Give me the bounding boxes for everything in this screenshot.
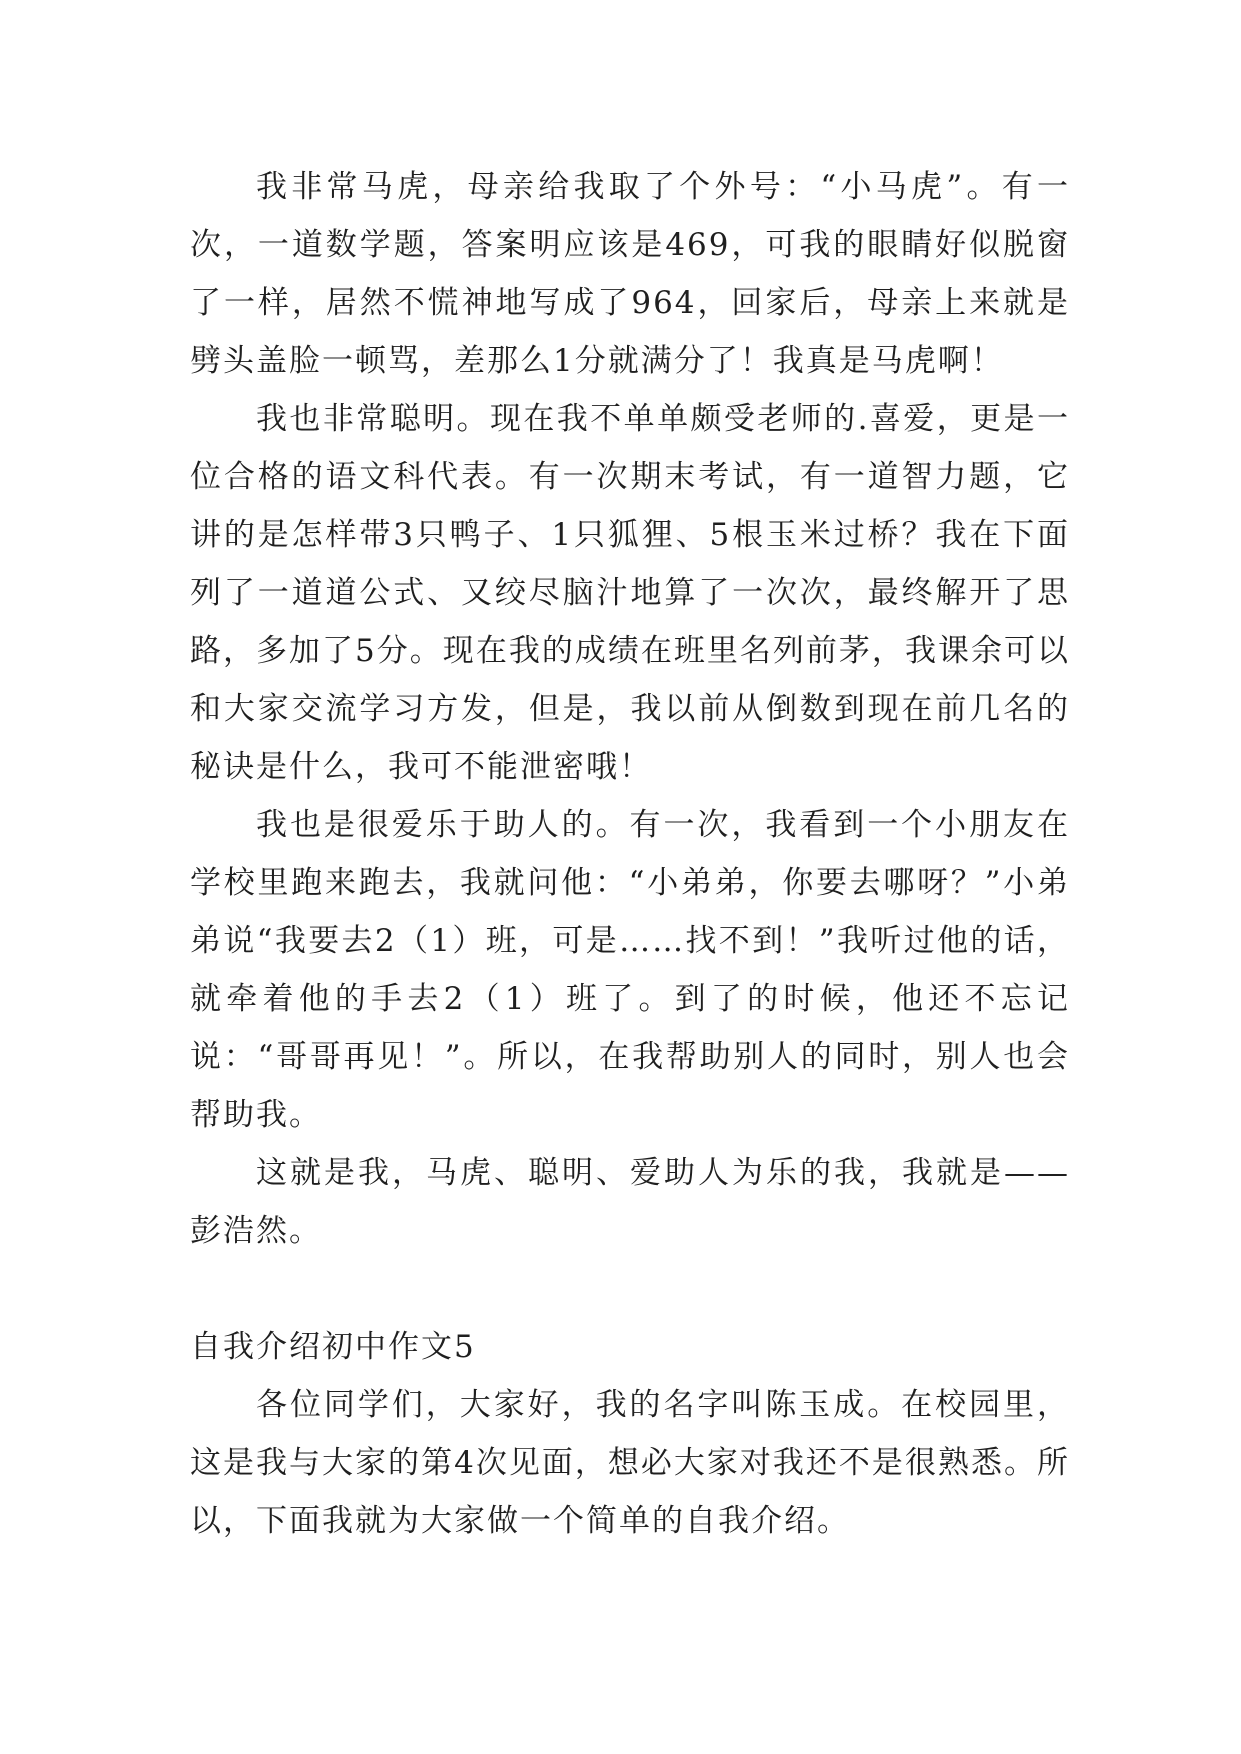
paragraph-intro: 各位同学们，大家好，我的名字叫陈玉成。在校园里，这是我与大家的第4次见面，想必大家对我还不是很熟悉。所以，下面我就为大家做一个简单的自我介绍。 [190, 1387, 1070, 1539]
document-body [190, 158, 1070, 1550]
paragraph-careless: 我非常马虎，母亲给我取了个外号：“小马虎”。有一次，一道数学题，答案明应该是469，可我的眼睛好似脱窗了一样，居然不慌神地写成了964，回家后，母亲上来就是劈头盖脸一顿骂，差那么1分就满分了！我真是马虎啊！ [190, 169, 1070, 379]
paragraph-helpful: 我也是很爱乐于助人的。有一次，我看到一个小朋友在学校里跑来跑去，我就问他：“小弟弟，你要去哪呀？”小弟弟说“我要去2（1）班，可是……找不到！”我听过他的话，就牵着他的手去2（1）班了。到了的时候，他还不忘记说：“哥哥再见！”。所以，在我帮助别人的同时，别人也会帮助我。 [190, 807, 1070, 1133]
paragraph-smart: 我也非常聪明。现在我不单单颇受老师的.喜爱，更是一位合格的语文科代表。有一次期末考试，有一道智力题，它讲的是怎样带3只鸭子、1只狐狸、5根玉米过桥？我在下面列了一道道公式、又绞尽脑汁地算了一次次，最终解开了思路，多加了5分。现在我的成绩在班里名列前茅，我课余可以和大家交流学习方发，但是，我以前从倒数到现在前几名的秘诀是什么，我可不能泄密哦！ [190, 401, 1070, 785]
section-title: 自我介绍初中作文5 [190, 1329, 476, 1365]
paragraph-conclusion: 这就是我，马虎、聪明、爱助人为乐的我，我就是——彭浩然。 [190, 1155, 1070, 1249]
